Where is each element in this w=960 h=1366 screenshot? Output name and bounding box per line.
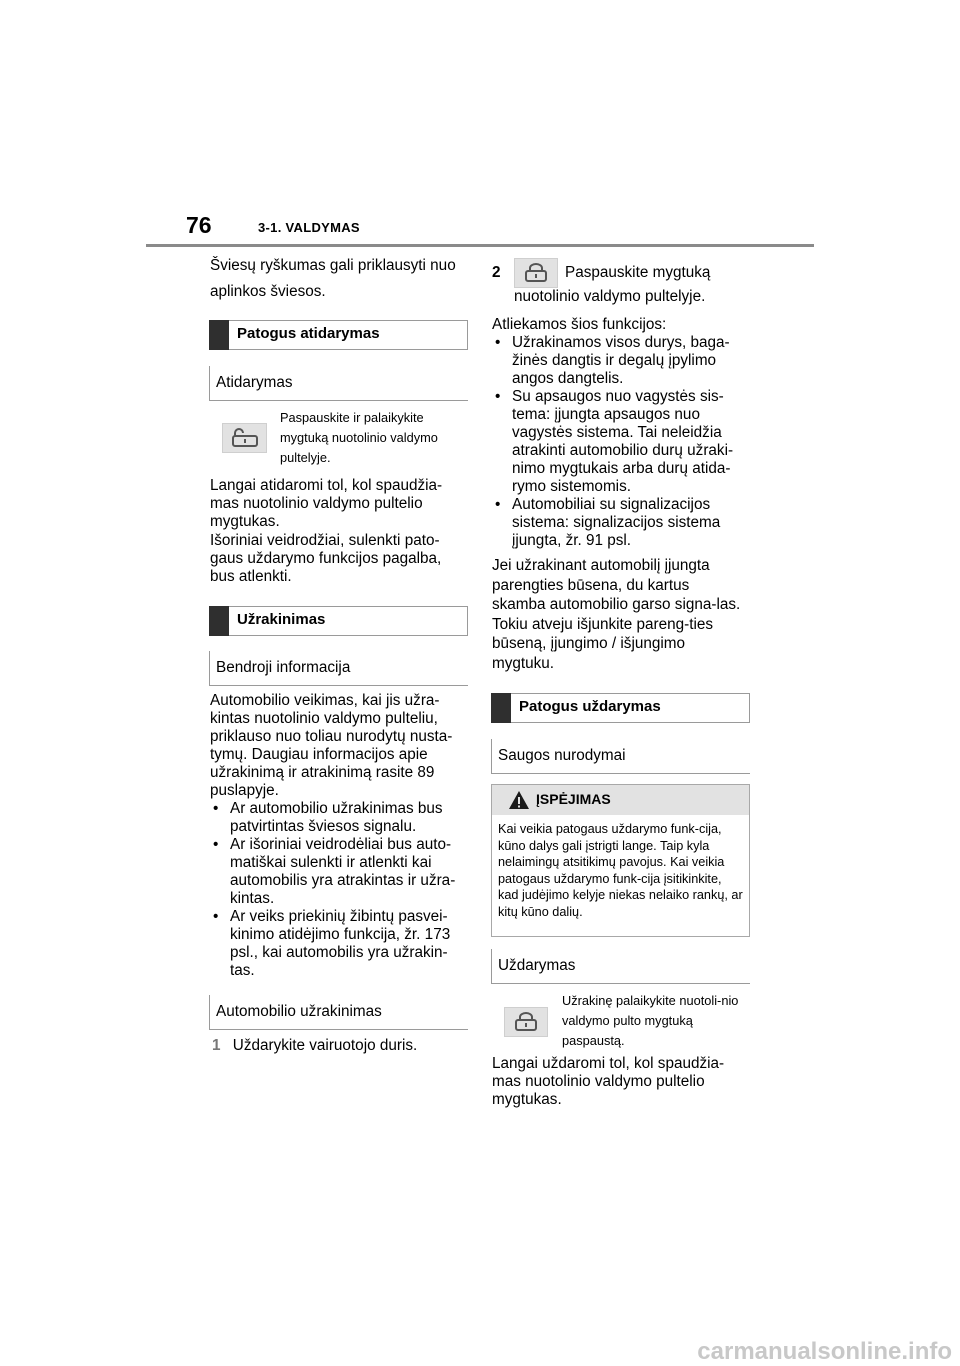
lock-settings-list <box>210 800 465 980</box>
section-marker <box>491 693 511 723</box>
list-item: • Ar išoriniai veidrodėliai bus auto-matiškai sulenkti ir atlenkti kai automobilis yra atrakintas ir užra-kintas. <box>210 836 465 908</box>
subheading-general-info: Bendroji informacija <box>209 651 468 686</box>
paragraph-standby: Jei užrakinant automobilį įjungta parengties būsena, du kartus skamba automobilio garso signa-las. Tokiu atveju išjunkite pareng-ties būseną, įjungimo / išjungimo mygtuku. <box>492 557 741 672</box>
watermark: carmanualsonline.info <box>697 1338 952 1365</box>
button-note-closing: Užrakinę palaikykite nuotoli-nio valdymo pulto mygtuką paspaustą. <box>562 993 739 1048</box>
paragraph-windows-close: Langai uždaromi tol, kol spaudžia-mas nuotolinio valdymo pultelio mygtukas. <box>492 1055 725 1108</box>
step-number: 2 <box>492 264 501 281</box>
step-2-text-b: nuotolinio valdymo pultelyje. <box>514 288 706 305</box>
section-marker <box>209 606 229 636</box>
step-2-text-a: Paspauskite mygtuką <box>565 264 711 281</box>
unlock-icon <box>230 428 260 448</box>
page-number: 76 <box>186 212 212 238</box>
warning-text: Kai veikia patogaus uždarymo funk-cija, kūno dalys gali įstrigti lange. Taip kyla nelaimingų atsitikimų pavojus. Kai veikia patogaus uždarymo funk-cija įsitikinkite, kad judėjimo kelyje niekas nelaiko rankų, ar kitų kūno dalių. <box>498 822 743 919</box>
section-header-comfort-closing <box>491 693 750 723</box>
step-number: 1 <box>212 1037 221 1054</box>
remote-lock-button-image-closing <box>504 1007 548 1037</box>
subheading-vehicle-locking: Automobilio užrakinimas <box>209 995 468 1030</box>
paragraph-mirrors-unfold: Išoriniai veidrodžiai, sulenkti pato-gaus uždarymo funkcijos pagalba, bus atlenkti. <box>210 532 442 585</box>
list-item: • Užrakinamos visos durys, baga-žinės dangtis ir degalų įpylimo angos dangtelis. <box>492 334 750 388</box>
functions-title: Atliekamos šios funkcijos: <box>492 316 667 333</box>
list-item: • Ar automobilio užrakinimas bus patvirtintas šviesos signalu. <box>210 800 465 836</box>
step-text: Uždarykite vairuotojo duris. <box>232 1037 418 1054</box>
section-marker <box>209 320 229 350</box>
section-title: Patogus uždarymas <box>519 698 661 715</box>
warning-title: ĮSPĖJIMAS <box>536 791 611 807</box>
paragraph-lock-behavior: Automobilio veikimas, kai jis užra-kintas nuotolinio valdymo pulteliu, priklauso nuo toliau nurodytų nusta-tymų. Daugiau informacijos apie užrakinimą ir atrakinimą rasite 89 puslapyje. <box>210 692 453 799</box>
section-header-locking <box>209 606 468 636</box>
list-item: • Ar veiks priekinių žibintų pasvei-kinimo atidėjimo funkcija, žr. 173 psl., kai automobilis yra užrakin-tas. <box>210 908 465 980</box>
functions-list <box>492 334 750 550</box>
section-title: Patogus atidarymas <box>237 325 380 342</box>
list-item: • Automobiliai su signalizacijos sistema: signalizacijos sistema įjungta, žr. 91 psl. <box>492 496 750 550</box>
lock-icon <box>514 1012 538 1032</box>
warning-box <box>491 784 750 937</box>
section-header-comfort-opening <box>209 320 468 350</box>
remote-unlock-button-image <box>222 423 267 453</box>
section-title: Užrakinimas <box>237 611 326 628</box>
subheading-opening: Atidarymas <box>209 366 468 401</box>
lock-icon <box>524 263 548 283</box>
list-item: • Su apsaugos nuo vagystės sis-tema: įjungta apsaugos nuo vagystės sistema. Tai neleidžia atrakinti automobilio durų užraki-nimo mygtukais arba durų atida-rymo sistemomis. <box>492 388 750 496</box>
warning-header <box>492 785 749 815</box>
step-1 <box>212 1037 467 1055</box>
subheading-closing: Uždarymas <box>491 949 750 984</box>
button-note-opening: Paspauskite ir palaikykite mygtuką nuotolinio valdymo pultelyje. <box>280 410 438 465</box>
remote-lock-button-image <box>514 258 558 288</box>
paragraph-windows-open: Langai atidaromi tol, kol spaudžia-mas nuotolinio valdymo pultelio mygtukas. <box>210 477 443 530</box>
intro-text: Šviesų ryškumas gali priklausyti nuo aplinkos šviesos. <box>210 257 456 300</box>
header-rule <box>146 244 814 247</box>
chapter-title: 3-1. VALDYMAS <box>258 220 360 235</box>
subheading-safety: Saugos nurodymai <box>491 739 750 774</box>
warning-icon <box>508 790 530 810</box>
